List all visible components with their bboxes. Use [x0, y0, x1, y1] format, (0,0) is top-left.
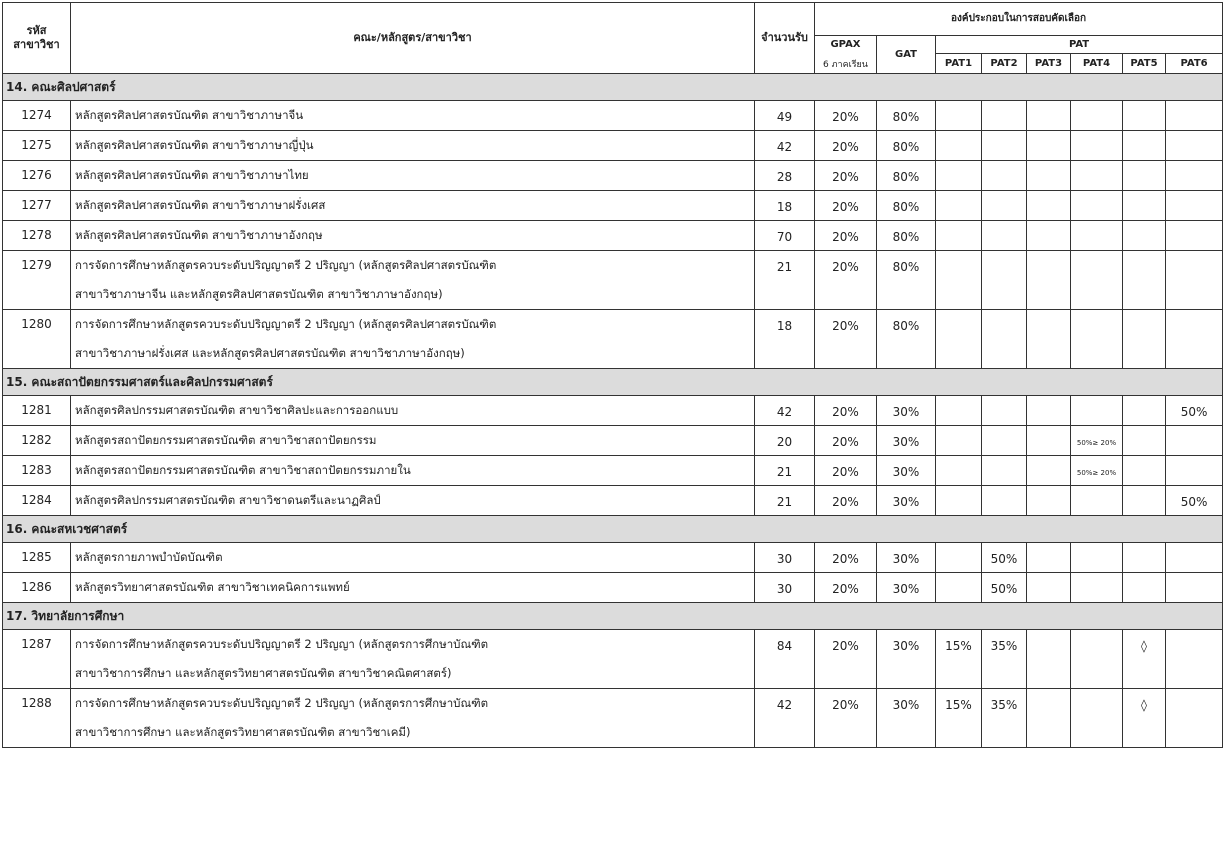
- program-name-line: สาขาวิชาภาษาจีน และหลักสูตรศิลปศาสตรบัณฑิต สาขาวิชาภาษาอังกฤษ): [75, 287, 443, 301]
- pat5-value: [1123, 543, 1166, 573]
- col-quota-header: จำนวนรับ: [755, 3, 815, 74]
- pat4-value: [1071, 396, 1123, 426]
- gat-value: 80%: [877, 221, 936, 251]
- pat1-value: [936, 191, 982, 221]
- gpax-value: 20%: [815, 396, 877, 426]
- program-name: [71, 486, 755, 516]
- pat6-value: [1166, 101, 1223, 131]
- pat2-value: 50%: [982, 573, 1027, 603]
- program-name: [71, 131, 755, 161]
- program-name-line: การจัดการศึกษาหลักสูตรควบระดับปริญญาตรี 2 ปริญญา (หลักสูตรศิลปศาสตรบัณฑิต: [75, 258, 497, 272]
- gat-value: 80%: [877, 101, 936, 131]
- gat-value: 80%: [877, 131, 936, 161]
- program-name: [71, 456, 755, 486]
- gat-value: 30%: [877, 456, 936, 486]
- pat2-value: [982, 396, 1027, 426]
- pat5-value: ◊: [1123, 630, 1166, 689]
- gat-value: 80%: [877, 310, 936, 369]
- pat1-value: [936, 221, 982, 251]
- gpax-value: 20%: [815, 161, 877, 191]
- pat5-value: [1123, 251, 1166, 310]
- gat-value: 30%: [877, 486, 936, 516]
- program-code: 1276: [3, 161, 71, 191]
- quota-value: 21: [755, 251, 815, 310]
- pat5-value: [1123, 310, 1166, 369]
- program-code: 1277: [3, 191, 71, 221]
- pat1-value: [936, 573, 982, 603]
- table-row: [3, 191, 1223, 221]
- pat2-value: [982, 131, 1027, 161]
- pat4-value: [1071, 161, 1123, 191]
- pat5-value: [1123, 573, 1166, 603]
- gat-value: 80%: [877, 191, 936, 221]
- gpax-value: 20%: [815, 543, 877, 573]
- table-row: [3, 689, 1223, 748]
- pat6-value: [1166, 221, 1223, 251]
- pat5-value: [1123, 486, 1166, 516]
- quota-value: 18: [755, 191, 815, 221]
- program-name: [71, 191, 755, 221]
- pat4-value: [1071, 573, 1123, 603]
- program-name-line: หลักสูตรศิลปศาสตรบัณฑิต สาขาวิชาภาษาฝรั่งเศส: [75, 198, 326, 212]
- pat3-value: [1027, 251, 1071, 310]
- pat3-value: [1027, 131, 1071, 161]
- pat1-value: 15%: [936, 689, 982, 748]
- program-name: [71, 543, 755, 573]
- pat3-value: [1027, 486, 1071, 516]
- col-gat-header: GAT: [877, 36, 936, 74]
- gpax-value: 20%: [815, 191, 877, 221]
- pat2-value: 35%: [982, 689, 1027, 748]
- col-code-header-line2: สาขาวิชา: [13, 38, 60, 51]
- pat3-value: [1027, 396, 1071, 426]
- quota-value: 42: [755, 396, 815, 426]
- program-name-line: การจัดการศึกษาหลักสูตรควบระดับปริญญาตรี 2 ปริญญา (หลักสูตรศิลปศาสตรบัณฑิต: [75, 317, 497, 331]
- section-row: [3, 74, 1223, 101]
- program-code: 1282: [3, 426, 71, 456]
- quota-value: 42: [755, 131, 815, 161]
- program-name: [71, 630, 755, 689]
- table-row: [3, 456, 1223, 486]
- gpax-value: 20%: [815, 131, 877, 161]
- pat6-value: [1166, 251, 1223, 310]
- program-name-line: สาขาวิชาการศึกษา และหลักสูตรวิทยาศาสตรบัณฑิต สาขาวิชาเคมี): [75, 725, 411, 739]
- pat3-value: [1027, 456, 1071, 486]
- program-name: [71, 221, 755, 251]
- pat2-value: [982, 191, 1027, 221]
- quota-value: 30: [755, 573, 815, 603]
- quota-value: 20: [755, 426, 815, 456]
- pat6-value: [1166, 191, 1223, 221]
- program-code: 1284: [3, 486, 71, 516]
- program-name: [71, 396, 755, 426]
- pat4-value: [1071, 221, 1123, 251]
- pat4-value: [1071, 131, 1123, 161]
- col-pat5-header: PAT5: [1123, 54, 1166, 74]
- program-name-line: หลักสูตรสถาปัตยกรรมศาสตรบัณฑิต สาขาวิชาสถาปัตยกรรม: [75, 433, 377, 447]
- pat4-value: [1071, 630, 1123, 689]
- section-title: 14. คณะศิลปศาสตร์: [3, 74, 1223, 101]
- gpax-value: 20%: [815, 310, 877, 369]
- gat-value: 30%: [877, 396, 936, 426]
- table-row: [3, 161, 1223, 191]
- pat1-value: [936, 251, 982, 310]
- pat1-value: 15%: [936, 630, 982, 689]
- gat-value: 80%: [877, 161, 936, 191]
- col-pat2-header: PAT2: [982, 54, 1027, 74]
- section-row: [3, 603, 1223, 630]
- pat4-value: [1071, 689, 1123, 748]
- program-code: 1278: [3, 221, 71, 251]
- program-name-line: การจัดการศึกษาหลักสูตรควบระดับปริญญาตรี 2 ปริญญา (หลักสูตรการศึกษาบัณฑิต: [75, 637, 489, 651]
- pat5-value: [1123, 161, 1166, 191]
- col-code-header: [3, 3, 71, 74]
- program-name-line: สาขาวิชาภาษาฝรั่งเศส และหลักสูตรศิลปศาสตรบัณฑิต สาขาวิชาภาษาอังกฤษ): [75, 346, 465, 360]
- quota-value: 18: [755, 310, 815, 369]
- gat-value: 30%: [877, 426, 936, 456]
- program-name-line: สาขาวิชาการศึกษา และหลักสูตรวิทยาศาสตรบัณฑิต สาขาวิชาคณิตศาสตร์): [75, 666, 452, 680]
- gpax-value: 20%: [815, 221, 877, 251]
- pat3-value: [1027, 101, 1071, 131]
- col-pat-header: PAT: [936, 36, 1223, 54]
- gat-value: 80%: [877, 251, 936, 310]
- pat6-value: [1166, 689, 1223, 748]
- pat1-value: [936, 456, 982, 486]
- pat3-value: [1027, 161, 1071, 191]
- table-row: [3, 251, 1223, 310]
- pat6-value: 50%: [1166, 486, 1223, 516]
- program-code: 1286: [3, 573, 71, 603]
- pat4-value: [1071, 310, 1123, 369]
- pat5-value: [1123, 456, 1166, 486]
- components-header: องค์ประกอบในการสอบคัดเลือก: [815, 3, 1223, 36]
- col-code-header-line1: รหัส: [26, 24, 47, 37]
- col-gpax-header-label: GPAX: [830, 38, 861, 50]
- pat5-value: ◊: [1123, 689, 1166, 748]
- quota-value: 28: [755, 161, 815, 191]
- gpax-value: 20%: [815, 251, 877, 310]
- col-gpax-header: [815, 36, 877, 74]
- program-name-line: หลักสูตรกายภาพบำบัดบัณฑิต: [75, 550, 223, 564]
- pat3-value: [1027, 191, 1071, 221]
- pat2-value: [982, 221, 1027, 251]
- pat1-value: [936, 543, 982, 573]
- pat3-value: [1027, 426, 1071, 456]
- gpax-value: 20%: [815, 456, 877, 486]
- pat2-value: 35%: [982, 630, 1027, 689]
- pat6-value: [1166, 456, 1223, 486]
- pat3-value: [1027, 573, 1071, 603]
- table-row: [3, 543, 1223, 573]
- pat5-value: [1123, 101, 1166, 131]
- quota-value: 42: [755, 689, 815, 748]
- gat-value: 30%: [877, 630, 936, 689]
- pat4-value: [1071, 543, 1123, 573]
- table-row: [3, 426, 1223, 456]
- pat1-value: [936, 131, 982, 161]
- section-title: 17. วิทยาลัยการศึกษา: [3, 603, 1223, 630]
- col-program-header: คณะ/หลักสูตร/สาขาวิชา: [71, 3, 755, 74]
- pat1-value: [936, 101, 982, 131]
- program-name: [71, 689, 755, 748]
- section-title: 16. คณะสหเวชศาสตร์: [3, 516, 1223, 543]
- pat5-value: [1123, 426, 1166, 456]
- pat5-value: [1123, 131, 1166, 161]
- pat6-value: [1166, 161, 1223, 191]
- pat2-value: [982, 426, 1027, 456]
- program-name-line: หลักสูตรศิลปศาสตรบัณฑิต สาขาวิชาภาษาญี่ปุ่น: [75, 138, 314, 152]
- col-gpax-header-sub: 6 ภาคเรียน: [823, 59, 868, 70]
- table-row: [3, 131, 1223, 161]
- gpax-value: 20%: [815, 426, 877, 456]
- pat6-value: [1166, 426, 1223, 456]
- program-code: 1274: [3, 101, 71, 131]
- program-name: [71, 426, 755, 456]
- program-code: 1281: [3, 396, 71, 426]
- pat4-value: 50%≥ 20%: [1071, 456, 1123, 486]
- program-name-line: การจัดการศึกษาหลักสูตรควบระดับปริญญาตรี 2 ปริญญา (หลักสูตรการศึกษาบัณฑิต: [75, 696, 489, 710]
- pat1-value: [936, 426, 982, 456]
- col-pat4-header: PAT4: [1071, 54, 1123, 74]
- gat-value: 30%: [877, 573, 936, 603]
- table-row: [3, 396, 1223, 426]
- gpax-value: 20%: [815, 573, 877, 603]
- gat-value: 30%: [877, 689, 936, 748]
- pat2-value: [982, 456, 1027, 486]
- quota-value: 49: [755, 101, 815, 131]
- pat6-value: [1166, 573, 1223, 603]
- section-row: [3, 369, 1223, 396]
- pat2-value: 50%: [982, 543, 1027, 573]
- pat2-value: [982, 161, 1027, 191]
- program-code: 1279: [3, 251, 71, 310]
- pat5-value: [1123, 191, 1166, 221]
- pat1-value: [936, 161, 982, 191]
- pat3-value: [1027, 630, 1071, 689]
- pat6-value: 50%: [1166, 396, 1223, 426]
- pat6-value: [1166, 543, 1223, 573]
- col-pat3-header: PAT3: [1027, 54, 1071, 74]
- quota-value: 84: [755, 630, 815, 689]
- program-code: 1285: [3, 543, 71, 573]
- pat3-value: [1027, 310, 1071, 369]
- program-name-line: หลักสูตรศิลปกรรมศาสตรบัณฑิต สาขาวิชาดนตรีและนาฏศิลป์: [75, 493, 381, 507]
- gpax-value: 20%: [815, 486, 877, 516]
- program-name-line: หลักสูตรศิลปศาสตรบัณฑิต สาขาวิชาภาษาจีน: [75, 108, 304, 122]
- gpax-value: 20%: [815, 689, 877, 748]
- col-pat6-header: PAT6: [1166, 54, 1223, 74]
- quota-value: 21: [755, 456, 815, 486]
- col-pat1-header: PAT1: [936, 54, 982, 74]
- table-row: [3, 101, 1223, 131]
- section-title: 15. คณะสถาปัตยกรรมศาสตร์และศิลปกรรมศาสตร์: [3, 369, 1223, 396]
- program-code: 1287: [3, 630, 71, 689]
- program-code: 1283: [3, 456, 71, 486]
- program-name: [71, 573, 755, 603]
- pat1-value: [936, 486, 982, 516]
- program-code: 1280: [3, 310, 71, 369]
- program-name: [71, 310, 755, 369]
- program-name-line: หลักสูตรศิลปศาสตรบัณฑิต สาขาวิชาภาษาอังกฤษ: [75, 228, 323, 242]
- table-row: [3, 310, 1223, 369]
- program-name-line: หลักสูตรศิลปศาสตรบัณฑิต สาขาวิชาภาษาไทย: [75, 168, 309, 182]
- pat2-value: [982, 486, 1027, 516]
- program-name: [71, 251, 755, 310]
- program-name-line: หลักสูตรสถาปัตยกรรมศาสตรบัณฑิต สาขาวิชาสถาปัตยกรรมภายใน: [75, 463, 411, 477]
- pat2-value: [982, 251, 1027, 310]
- quota-value: 21: [755, 486, 815, 516]
- pat3-value: [1027, 221, 1071, 251]
- pat6-value: [1166, 131, 1223, 161]
- program-code: 1275: [3, 131, 71, 161]
- pat4-value: 50%≥ 20%: [1071, 426, 1123, 456]
- table-row: [3, 221, 1223, 251]
- gpax-value: 20%: [815, 630, 877, 689]
- pat2-value: [982, 310, 1027, 369]
- admission-table: [2, 2, 1223, 748]
- table-row: [3, 630, 1223, 689]
- program-name: [71, 101, 755, 131]
- program-name-line: หลักสูตรวิทยาศาสตรบัณฑิต สาขาวิชาเทคนิคการแพทย์: [75, 580, 350, 594]
- table-row: [3, 573, 1223, 603]
- program-code: 1288: [3, 689, 71, 748]
- pat4-value: [1071, 191, 1123, 221]
- program-name: [71, 161, 755, 191]
- gat-value: 30%: [877, 543, 936, 573]
- pat6-value: [1166, 310, 1223, 369]
- table-row: [3, 486, 1223, 516]
- pat5-value: [1123, 396, 1166, 426]
- quota-value: 30: [755, 543, 815, 573]
- pat2-value: [982, 101, 1027, 131]
- program-name-line: หลักสูตรศิลปกรรมศาสตรบัณฑิต สาขาวิชาศิลปะและการออกแบบ: [75, 403, 399, 417]
- pat3-value: [1027, 543, 1071, 573]
- gpax-value: 20%: [815, 101, 877, 131]
- pat3-value: [1027, 689, 1071, 748]
- quota-value: 70: [755, 221, 815, 251]
- pat4-value: [1071, 251, 1123, 310]
- pat1-value: [936, 396, 982, 426]
- pat5-value: [1123, 221, 1166, 251]
- pat6-value: [1166, 630, 1223, 689]
- section-row: [3, 516, 1223, 543]
- pat1-value: [936, 310, 982, 369]
- pat4-value: [1071, 101, 1123, 131]
- pat4-value: [1071, 486, 1123, 516]
